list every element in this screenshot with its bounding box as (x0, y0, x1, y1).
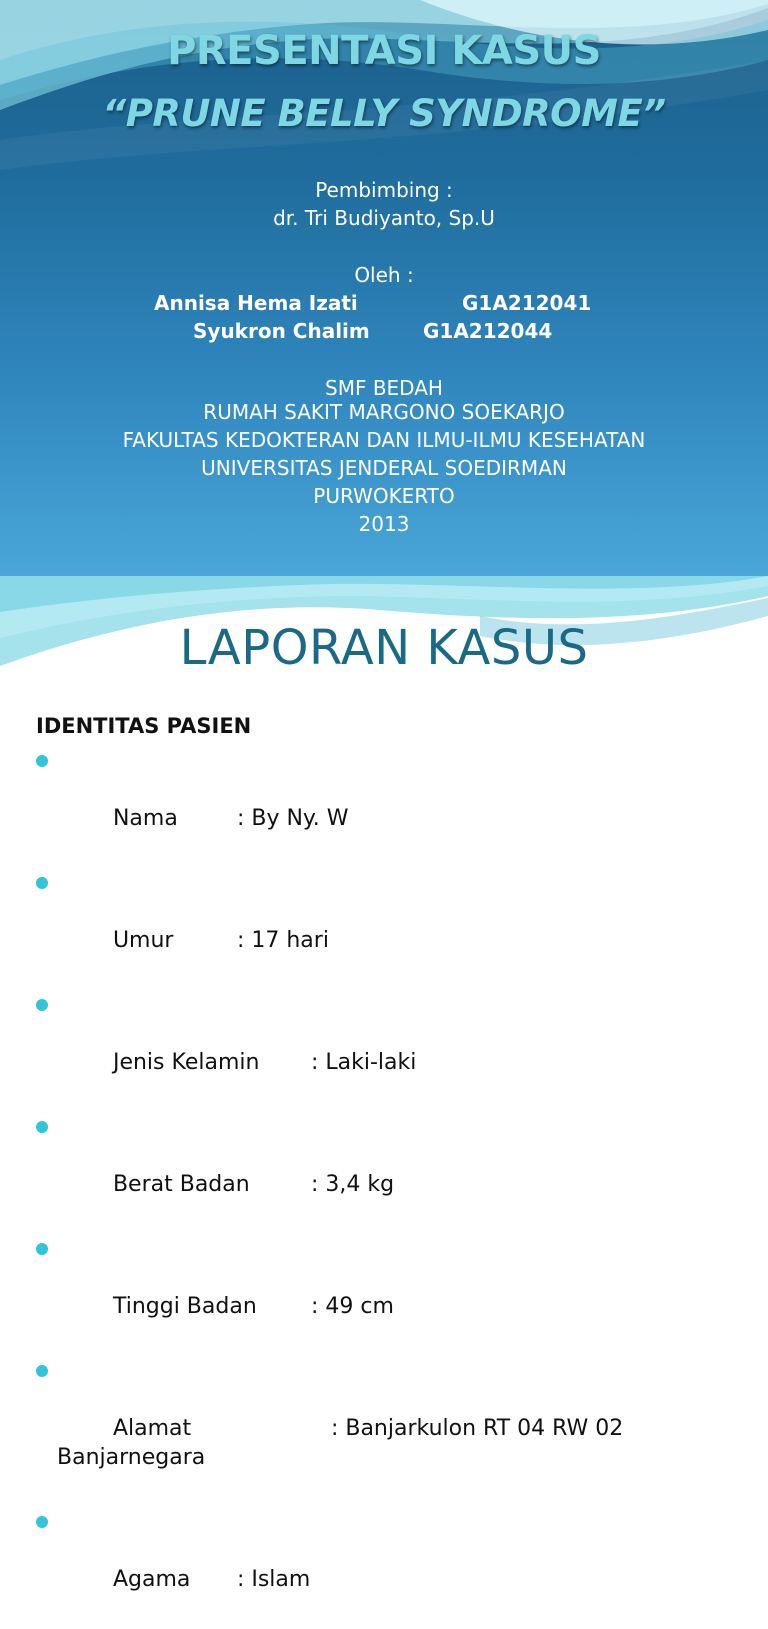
field-value: : 49 cm (310, 1294, 394, 1319)
bullet-icon (36, 999, 48, 1011)
by-label: Oleh : (354, 263, 414, 287)
presentation-subtitle: “PRUNE BELLY SYNDROME” (102, 92, 666, 135)
list-item (36, 1356, 736, 1501)
field-value-continuation: Banjarnegara (57, 1445, 206, 1470)
field-label: Jenis Kelamin (112, 1050, 260, 1075)
field-value: : 17 hari (236, 928, 329, 953)
bullet-icon (36, 1121, 48, 1133)
faculty: FAKULTAS KEDOKTERAN DAN ILMU-ILMU KESEHATAN (122, 428, 646, 452)
bullet-icon (36, 1365, 48, 1377)
field-label: Berat Badan (112, 1172, 250, 1197)
bullet-icon (36, 877, 48, 889)
bullet-icon (36, 755, 48, 767)
presentation-title: PRESENTASI KASUS (167, 28, 601, 74)
city: PURWOKERTO (313, 484, 455, 508)
field-label: Umur (112, 928, 174, 953)
title-slide (0, 0, 768, 576)
field-value: : Laki-laki (310, 1050, 417, 1075)
slide-title: LAPORAN KASUS (179, 620, 589, 676)
supervisor-label: Pembimbing : (315, 178, 453, 202)
section-heading: IDENTITAS PASIEN (36, 714, 252, 738)
hospital: RUMAH SAKIT MARGONO SOEKARJO (203, 400, 565, 424)
field-label: Agama (112, 1567, 191, 1592)
list-item (36, 1112, 736, 1228)
field-value: : Islam (236, 1567, 311, 1592)
author-id: G1A212044 (423, 319, 553, 343)
list-item (36, 990, 736, 1106)
bullet-icon (36, 1243, 48, 1255)
list-item (36, 1234, 736, 1350)
department: SMF BEDAH (325, 376, 443, 400)
author-name: Annisa Hema Izati (154, 291, 358, 315)
author-id: G1A212041 (462, 291, 592, 315)
author-name: Syukron Chalim (193, 319, 370, 343)
field-label: Nama (112, 806, 178, 831)
field-value: : By Ny. W (236, 806, 349, 831)
field-value: : 3,4 kg (310, 1172, 395, 1197)
field-label: Alamat (112, 1416, 192, 1441)
case-report-slide (0, 576, 768, 1592)
list-item (36, 1507, 736, 1623)
field-value: : Banjarkulon RT 04 RW 02 (330, 1416, 624, 1441)
list-item (36, 868, 736, 984)
field-label: Tinggi Badan (112, 1294, 257, 1319)
bullet-icon (36, 1516, 48, 1528)
patient-identity-list (36, 746, 736, 1629)
supervisor-name: dr. Tri Budiyanto, Sp.U (273, 206, 495, 230)
year: 2013 (358, 512, 410, 536)
list-item (36, 746, 736, 862)
university: UNIVERSITAS JENDERAL SOEDIRMAN (201, 456, 567, 480)
